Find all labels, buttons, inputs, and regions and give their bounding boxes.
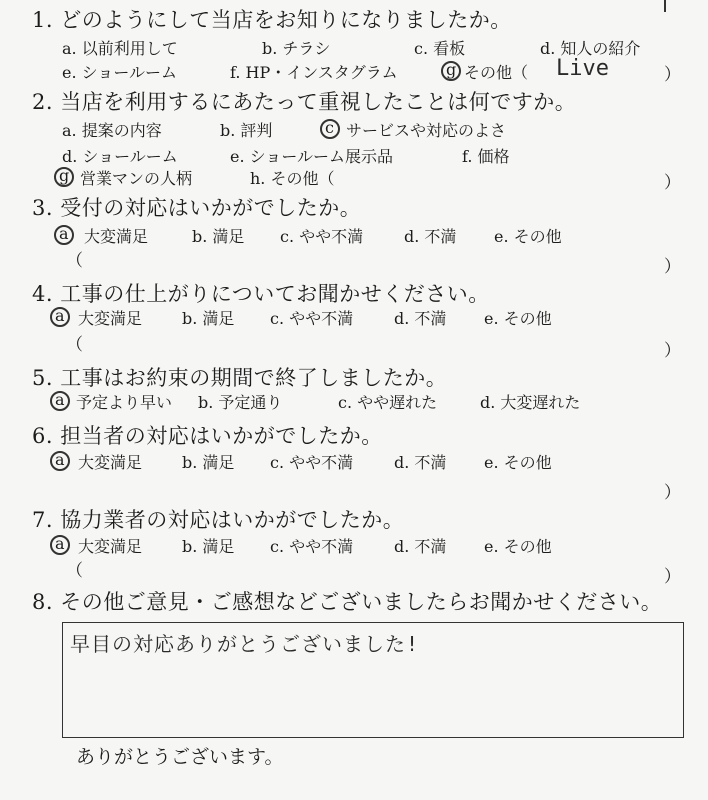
q3-option-e[interactable]: e. その他 [494,227,562,246]
q5-option-d[interactable]: d. 大変遅れた [480,393,581,412]
q6-close-paren: ） [664,483,681,503]
q5-option-a-letter[interactable]: a [55,390,65,409]
q3-open-paren: （ [66,251,83,271]
q4-option-c[interactable]: c. やや不満 [270,309,354,328]
q5-option-c[interactable]: c. やや遅れた [338,393,438,412]
q1-option-g-letter[interactable]: g [446,60,457,79]
thank-you-text: ありがとうございます。 [76,746,284,768]
q7-option-e[interactable]: e. その他 [484,537,552,556]
q8-handwritten-answer: 早目の対応ありがとうございました! [70,632,420,656]
q3-option-a-letter[interactable]: a [59,224,69,243]
form-border-line [664,0,666,12]
q1-option-e[interactable]: e. ショールーム [62,63,178,82]
q2-option-b[interactable]: b. 評判 [220,121,273,140]
q1-handwritten-answer: Live [556,56,609,81]
q6-option-b[interactable]: b. 満足 [182,453,235,472]
q1-option-a[interactable]: a. 以前利用して [62,39,178,58]
q2-option-c-letter[interactable]: c [325,118,334,137]
q6-option-a-label[interactable]: 大変満足 [78,453,143,472]
q4-open-paren: （ [66,335,83,355]
q2-close-paren: ） [664,173,681,193]
q3-close-paren: ） [664,257,681,277]
q2-option-d[interactable]: d. ショールーム [62,147,178,166]
question-2-title: 2. 当店を利用するにあたって重視したことは何ですか。 [32,90,577,114]
q1-option-c[interactable]: c. 看板 [414,39,466,58]
q7-close-paren: ） [664,567,681,587]
q7-option-b[interactable]: b. 満足 [182,537,235,556]
q4-option-b[interactable]: b. 満足 [182,309,235,328]
q4-option-e[interactable]: e. その他 [484,309,552,328]
q2-option-g-letter[interactable]: g [59,166,70,185]
q4-close-paren: ） [664,341,681,361]
q3-option-b[interactable]: b. 満足 [192,227,245,246]
q6-option-a-letter[interactable]: a [55,450,65,469]
q2-option-h[interactable]: h. その他（ [250,169,335,188]
q7-option-d[interactable]: d. 不満 [394,537,447,556]
q6-option-c[interactable]: c. やや不満 [270,453,354,472]
question-8-title: 8. その他ご意見・ご感想などございましたらお聞かせください。 [32,590,663,614]
q1-close-paren: ） [664,65,681,85]
question-1-title: 1. どのようにして当店をお知りになりましたか。 [32,8,512,32]
q1-option-f[interactable]: f. HP・インスタグラム [230,63,398,82]
question-4-title: 4. 工事の仕上がりについてお聞かせください。 [32,282,490,306]
q5-option-b[interactable]: b. 予定通り [198,393,283,412]
q7-open-paren: （ [66,561,83,581]
q5-option-a-label[interactable]: 予定より早い [76,393,173,412]
question-6-title: 6. 担当者の対応はいかがでしたか。 [32,424,383,448]
question-3-title: 3. 受付の対応はいかがでしたか。 [32,196,362,220]
q3-option-d[interactable]: d. 不満 [404,227,457,246]
q2-option-f[interactable]: f. 価格 [462,147,510,166]
q4-option-a-label[interactable]: 大変満足 [78,309,143,328]
q7-option-a-label[interactable]: 大変満足 [78,537,143,556]
q6-option-d[interactable]: d. 不満 [394,453,447,472]
q7-option-a-letter[interactable]: a [55,534,65,553]
q6-option-e[interactable]: e. その他 [484,453,552,472]
q2-option-a[interactable]: a. 提案の内容 [62,121,162,140]
q2-option-e[interactable]: e. ショールーム展示品 [230,147,394,166]
q3-option-c[interactable]: c. やや不満 [280,227,364,246]
q2-option-g-label[interactable]: 営業マンの人柄 [80,169,193,188]
q4-option-a-letter[interactable]: a [55,306,65,325]
question-5-title: 5. 工事はお約束の期間で終了しましたか。 [32,366,448,390]
q1-option-b[interactable]: b. チラシ [262,39,331,58]
question-7-title: 7. 協力業者の対応はいかがでしたか。 [32,508,405,532]
q1-option-g-label[interactable]: その他（ [464,63,529,82]
q4-option-d[interactable]: d. 不満 [394,309,447,328]
q1-option-d[interactable]: d. 知人の紹介 [540,39,641,58]
q2-option-c-label[interactable]: サービスや対応のよさ [346,121,507,140]
q3-option-a-label[interactable]: 大変満足 [84,227,149,246]
q7-option-c[interactable]: c. やや不満 [270,537,354,556]
